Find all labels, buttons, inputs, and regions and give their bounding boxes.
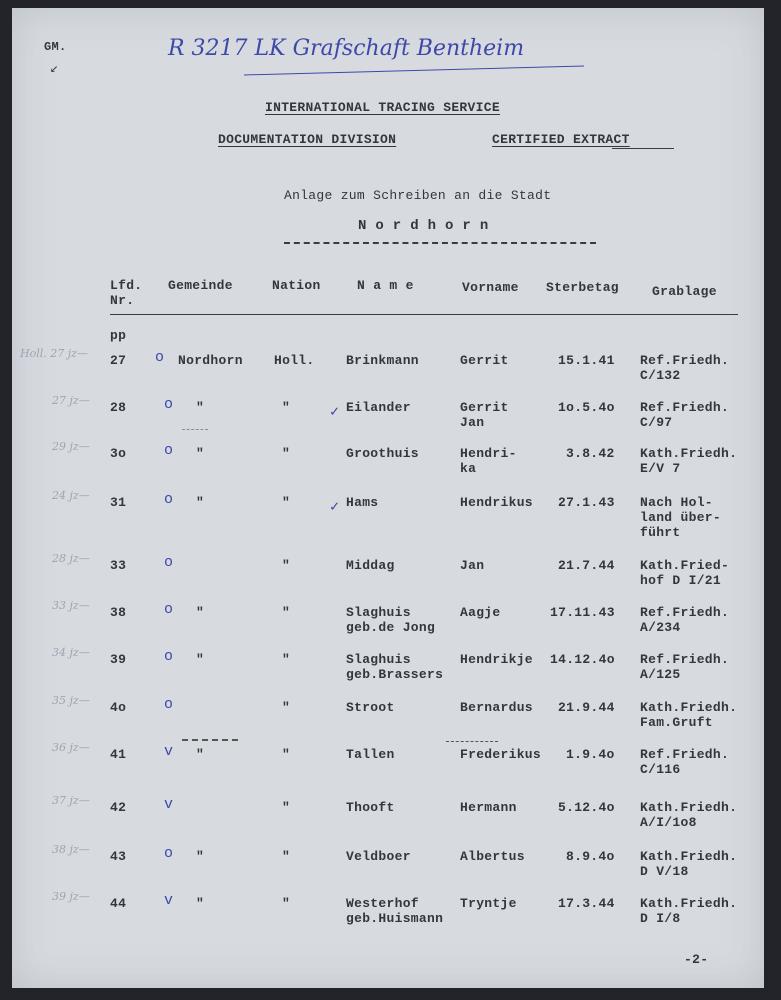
row-vorname: Bernardus: [460, 700, 533, 715]
row-sterbetag: 17.11.43: [550, 605, 615, 620]
row-nr: 38: [110, 605, 127, 620]
col-nr: Lfd. Nr.: [110, 278, 143, 308]
margin-note: 39 jz—: [52, 890, 90, 903]
row-nation: Holl.: [274, 353, 315, 368]
row-gemeinde: ": [196, 446, 205, 461]
row-nation: ": [282, 605, 291, 620]
handwritten-underline: [244, 66, 584, 76]
pp-label: pp: [110, 328, 127, 343]
row-gemeinde: ": [196, 495, 205, 510]
row-nr: 4o: [110, 700, 127, 715]
header-division: DOCUMENTATION DIVISION: [218, 132, 397, 147]
row-vorname: Frederikus: [460, 747, 542, 762]
row-nr: 27: [110, 353, 127, 368]
row-name: Groothuis: [346, 446, 419, 461]
row-nr: 44: [110, 896, 127, 911]
row-grablage: Kath.Friedh. A/I/1o8: [640, 800, 738, 830]
check-icon: v: [164, 892, 174, 909]
row-sterbetag: 14.12.4o: [550, 652, 615, 667]
col-name: N a m e: [357, 278, 414, 293]
row-nr: 39: [110, 652, 127, 667]
row-grablage: Ref.Friedh. A/125: [640, 652, 730, 682]
row-name: Hams: [346, 495, 379, 510]
margin-note: 29 jz—: [52, 440, 90, 453]
row-grablage: Ref.Friedh. C/97: [640, 400, 730, 430]
row-sterbetag: 21.7.44: [558, 558, 615, 573]
row-gemeinde: ": [196, 605, 205, 620]
row-nation: ": [282, 800, 291, 815]
margin-note: 28 jz—: [52, 552, 90, 565]
row-vorname: Hendrikus: [460, 495, 533, 510]
margin-note: 33 jz—: [52, 599, 90, 612]
col-sterbetag: Sterbetag: [546, 280, 619, 295]
row-sterbetag: 3.8.42: [566, 446, 615, 461]
col-grablage: Grablage: [652, 284, 717, 299]
row-gemeinde: ": [196, 652, 205, 667]
row-grablage: Ref.Friedh. C/116: [640, 747, 730, 777]
row-name: Eilander: [346, 400, 411, 415]
row-grablage: Nach Hol- land über- führt: [640, 495, 722, 540]
row-gemeinde: ": [196, 849, 205, 864]
row-gemeinde: Nordhorn: [178, 353, 243, 368]
document-page: [12, 8, 764, 988]
row-sterbetag: 1o.5.4o: [558, 400, 615, 415]
row-sterbetag: 15.1.41: [558, 353, 615, 368]
row-sterbetag: 5.12.4o: [558, 800, 615, 815]
check-icon: ✓: [330, 499, 340, 516]
check-icon: v: [164, 743, 174, 760]
row-grablage: Kath.Fried- hof D I/21: [640, 558, 730, 588]
row-grablage: Kath.Friedh. D V/18: [640, 849, 738, 879]
row-sterbetag: 27.1.43: [558, 495, 615, 510]
row-nation: ": [282, 446, 291, 461]
row-nr: 41: [110, 747, 127, 762]
row-nation: ": [282, 495, 291, 510]
header-rule: [110, 314, 738, 315]
margin-note: Holl. 27 jz—: [20, 347, 88, 360]
row-nation: ": [282, 896, 291, 911]
row-sterbetag: 21.9.44: [558, 700, 615, 715]
row-vorname: Gerrit Jan: [460, 400, 509, 430]
row-grablage: Ref.Friedh. A/234: [640, 605, 730, 635]
row-nation: ": [282, 849, 291, 864]
row-name: Middag: [346, 558, 395, 573]
margin-note: 37 jz—: [52, 794, 90, 807]
row-vorname: Gerrit: [460, 353, 509, 368]
circle-mark-icon: o: [164, 648, 174, 665]
row-nation: ": [282, 747, 291, 762]
row-nation: ": [282, 400, 291, 415]
margin-note: 27 jz—: [52, 394, 90, 407]
check-icon: ✓: [330, 404, 340, 421]
circle-mark-icon: o: [164, 491, 174, 508]
handwritten-header: R 3217 LK Grafschaft Bentheim: [168, 36, 525, 61]
row-vorname: Aagje: [460, 605, 501, 620]
row-gemeinde: ": [196, 400, 205, 415]
header-extract: CERTIFIED EXTRACT: [492, 132, 630, 147]
row-nation: ": [282, 700, 291, 715]
row-vorname: Hendri- ka: [460, 446, 517, 476]
row-vorname: Hermann: [460, 800, 517, 815]
row-sterbetag: 17.3.44: [558, 896, 615, 911]
row-vorname: Hendrikje: [460, 652, 533, 667]
margin-note: 36 jz—: [52, 741, 90, 754]
circle-mark-icon: o: [164, 696, 174, 713]
row-name: Tallen: [346, 747, 395, 762]
header-line1: INTERNATIONAL TRACING SERVICE: [265, 100, 500, 115]
page-number: -2-: [684, 952, 709, 967]
row-name: Veldboer: [346, 849, 411, 864]
row-vorname: Jan: [460, 558, 485, 573]
row-grablage: Ref.Friedh. C/132: [640, 353, 730, 383]
corner-mark: GM.: [44, 40, 67, 54]
row-vorname: Tryntje: [460, 896, 517, 911]
col-vorname: Vorname: [462, 280, 519, 295]
row-nr: 43: [110, 849, 127, 864]
row-sterbetag: 1.9.4o: [566, 747, 615, 762]
row-nr: 31: [110, 495, 127, 510]
row-name: Thooft: [346, 800, 395, 815]
col-nation: Nation: [272, 278, 321, 293]
margin-note: 34 jz—: [52, 646, 90, 659]
row-name: Westerhof geb.Huismann: [346, 896, 444, 926]
circle-mark-icon: o: [164, 845, 174, 862]
row-name: Brinkmann: [346, 353, 419, 368]
margin-note: 35 jz—: [52, 694, 90, 707]
row-vorname: Albertus: [460, 849, 525, 864]
row-nr: 28: [110, 400, 127, 415]
row-nr: 42: [110, 800, 127, 815]
row-grablage: Kath.Friedh. D I/8: [640, 896, 738, 926]
row-name: Slaghuis geb.Brassers: [346, 652, 444, 682]
margin-note: 38 jz—: [52, 843, 90, 856]
check-icon: v: [164, 796, 174, 813]
circle-mark-icon: o: [164, 554, 174, 571]
circle-mark-icon: o: [164, 601, 174, 618]
row-sterbetag: 8.9.4o: [566, 849, 615, 864]
circle-mark-icon: o: [164, 396, 174, 413]
row-nation: ": [282, 652, 291, 667]
row-name: Stroot: [346, 700, 395, 715]
town-name: N o r d h o r n: [358, 218, 489, 234]
row-nr: 33: [110, 558, 127, 573]
circle-mark-icon: o: [155, 349, 165, 366]
row-grablage: Kath.Friedh. Fam.Gruft: [640, 700, 738, 730]
row-gemeinde: ": [196, 896, 205, 911]
arrow-icon: ↙: [50, 61, 59, 77]
row-name: Slaghuis geb.de Jong: [346, 605, 436, 635]
row-gemeinde: ": [196, 747, 205, 762]
margin-note: 24 jz—: [52, 489, 90, 502]
annex-line: Anlage zum Schreiben an die Stadt: [284, 188, 552, 203]
circle-mark-icon: o: [164, 442, 174, 459]
col-gemeinde: Gemeinde: [168, 278, 233, 293]
row-nr: 3o: [110, 446, 127, 461]
row-nation: ": [282, 558, 291, 573]
row-grablage: Kath.Friedh. E/V 7: [640, 446, 738, 476]
